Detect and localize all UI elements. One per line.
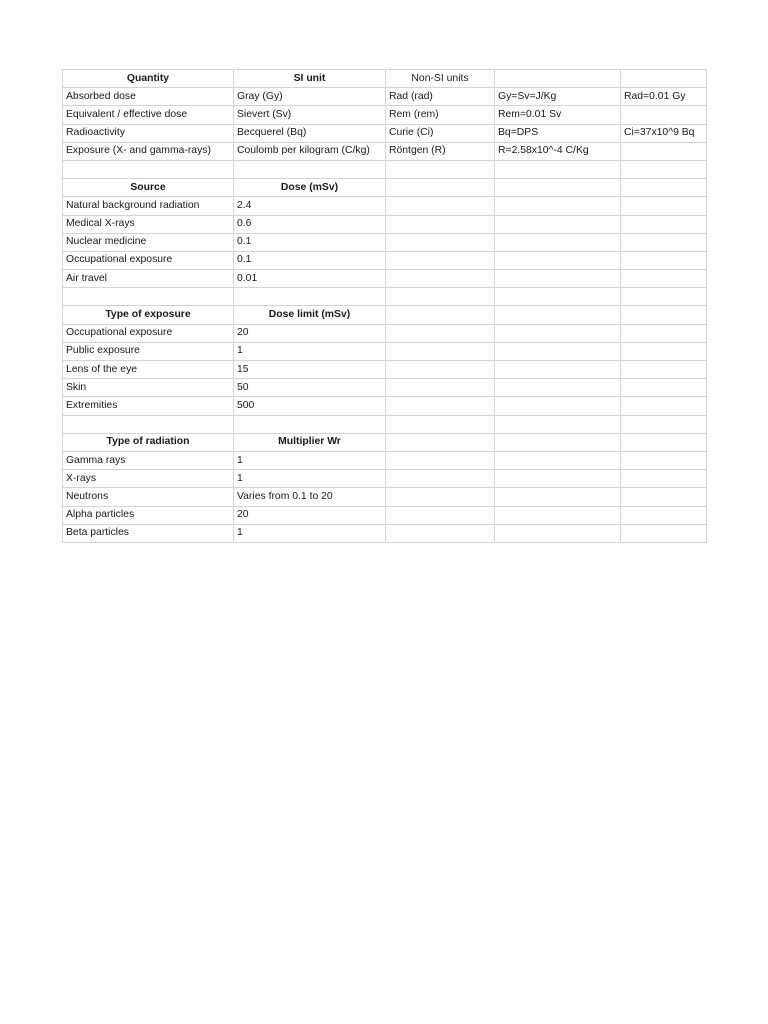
table-cell: Gamma rays: [63, 451, 234, 469]
table-row: [63, 488, 707, 506]
table-cell: 2.4: [234, 197, 386, 215]
table-cell: Rem=0.01 Sv: [495, 106, 621, 124]
table-cell: Coulomb per kilogram (C/kg): [234, 142, 386, 160]
table-cell: Varies from 0.1 to 20: [234, 488, 386, 506]
table-cell: Radioactivity: [63, 124, 234, 142]
table-cell: 1: [234, 524, 386, 542]
header-cell: Multiplier Wr: [234, 433, 386, 451]
spacer-row: [63, 160, 707, 178]
table-cell: 15: [234, 361, 386, 379]
sources-header-row: [63, 179, 707, 197]
table-row: [63, 397, 707, 415]
table-row: [63, 215, 707, 233]
table-cell: Gy=Sv=J/Kg: [495, 88, 621, 106]
table-cell: Extremities: [63, 397, 234, 415]
header-cell: Non-SI units: [386, 70, 495, 88]
header-cell: Source: [63, 179, 234, 197]
table-row: [63, 197, 707, 215]
table-cell: Equivalent / effective dose: [63, 106, 234, 124]
table-row: [63, 124, 707, 142]
table-cell: Ci=37x10^9 Bq: [621, 124, 707, 142]
empty-cell: [495, 70, 621, 88]
table-cell: Absorbed dose: [63, 88, 234, 106]
table-cell: 20: [234, 506, 386, 524]
table-cell: Rem (rem): [386, 106, 495, 124]
spacer-row: [63, 415, 707, 433]
table-row: [63, 524, 707, 542]
table-cell: Lens of the eye: [63, 361, 234, 379]
table-cell: Skin: [63, 379, 234, 397]
units-header-row: [63, 70, 707, 88]
table-cell: 50: [234, 379, 386, 397]
header-cell: Type of radiation: [63, 433, 234, 451]
table-row: [63, 142, 707, 160]
table-row: [63, 342, 707, 360]
table-cell: Rad=0.01 Gy: [621, 88, 707, 106]
table-row: [63, 451, 707, 469]
table-cell: Beta particles: [63, 524, 234, 542]
table-cell: 0.01: [234, 270, 386, 288]
limits-header-row: [63, 306, 707, 324]
header-cell: Type of exposure: [63, 306, 234, 324]
table-cell: X-rays: [63, 470, 234, 488]
radiation-spreadsheet: [62, 69, 707, 543]
table-row: [63, 251, 707, 269]
header-cell: Dose limit (mSv): [234, 306, 386, 324]
table-cell: 1: [234, 470, 386, 488]
table-cell: 1: [234, 451, 386, 469]
table-cell: Curie (Ci): [386, 124, 495, 142]
table-row: [63, 270, 707, 288]
table-cell: Röntgen (R): [386, 142, 495, 160]
table-row: [63, 470, 707, 488]
table-cell: Public exposure: [63, 342, 234, 360]
table-cell: Gray (Gy): [234, 88, 386, 106]
table-cell: 500: [234, 397, 386, 415]
header-cell: Quantity: [63, 70, 234, 88]
table-row: [63, 361, 707, 379]
table-row: [63, 379, 707, 397]
table-row: [63, 88, 707, 106]
table-row: [63, 324, 707, 342]
table-cell: 0.1: [234, 233, 386, 251]
table-cell: Medical X-rays: [63, 215, 234, 233]
table-cell: Air travel: [63, 270, 234, 288]
spacer-row: [63, 288, 707, 306]
table-cell: Bq=DPS: [495, 124, 621, 142]
table-row: [63, 233, 707, 251]
table-cell: Occupational exposure: [63, 251, 234, 269]
header-cell: SI unit: [234, 70, 386, 88]
table-cell: 0.1: [234, 251, 386, 269]
table-cell: Neutrons: [63, 488, 234, 506]
table-row: [63, 106, 707, 124]
table-cell: Exposure (X- and gamma-rays): [63, 142, 234, 160]
table-cell: R=2.58x10^-4 C/Kg: [495, 142, 621, 160]
table-cell: 1: [234, 342, 386, 360]
weighting-header-row: [63, 433, 707, 451]
table-cell: Sievert (Sv): [234, 106, 386, 124]
table-cell: Natural background radiation: [63, 197, 234, 215]
table-cell: 0.6: [234, 215, 386, 233]
table-cell: 20: [234, 324, 386, 342]
table-cell: Occupational exposure: [63, 324, 234, 342]
header-cell: Dose (mSv): [234, 179, 386, 197]
table-cell: Becquerel (Bq): [234, 124, 386, 142]
table-cell: Rad (rad): [386, 88, 495, 106]
table-row: [63, 506, 707, 524]
table-cell: Alpha particles: [63, 506, 234, 524]
empty-cell: [621, 70, 707, 88]
table-cell: [621, 142, 707, 160]
table-cell: Nuclear medicine: [63, 233, 234, 251]
table-cell: [621, 106, 707, 124]
